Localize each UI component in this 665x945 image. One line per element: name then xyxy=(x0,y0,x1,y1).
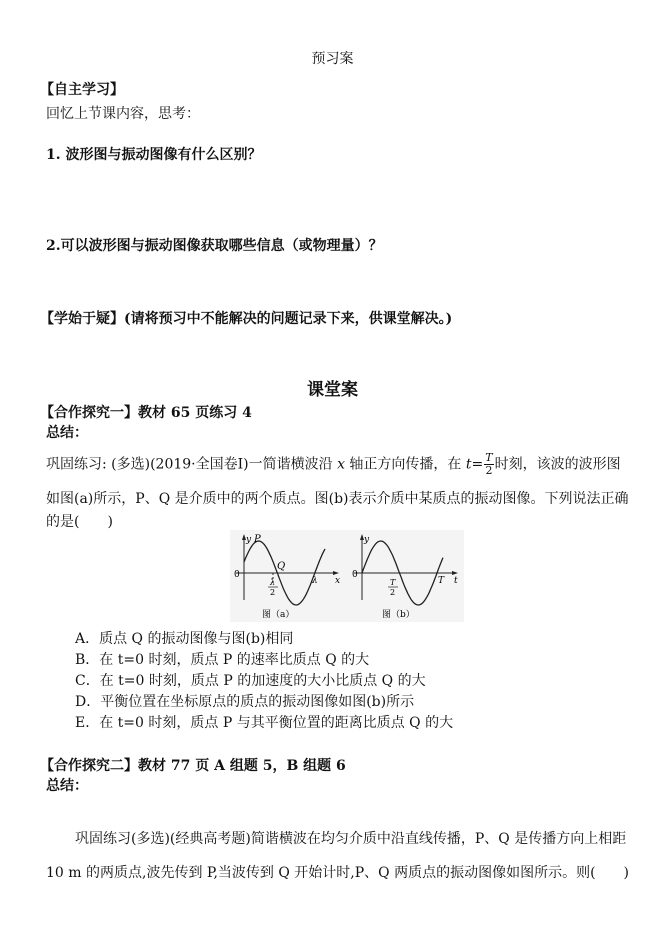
ex1-eq: = xyxy=(471,456,484,473)
fig-a-p-label: P xyxy=(254,534,261,545)
fig-b-t-label: t xyxy=(454,576,458,586)
doubt-section xyxy=(40,308,452,328)
option-b: B．在 t=0 时刻，质点 P 的速率比质点 Q 的大 xyxy=(75,652,370,668)
exercise1-line3: 的是( ) xyxy=(46,514,113,530)
explore1-line xyxy=(40,402,252,422)
summary-2: 总结： xyxy=(46,778,88,794)
question-1: 1. 波形图与振动图像有什么区别？ xyxy=(46,147,262,163)
ex1-fraction xyxy=(484,452,493,477)
preview-title: 预习案 xyxy=(311,51,354,67)
option-e: E．在 t=0 时刻，质点 P 与其平衡位置的距离比质点 Q 的大 xyxy=(75,715,454,731)
explore2-heading: 【合作探究二】 xyxy=(40,758,138,774)
ex1-text-a: 巩固练习: (多选)(2019·全国卷Ⅰ)一简谐横波沿 xyxy=(46,456,338,473)
ex1-t-var: t xyxy=(465,456,472,473)
question-2: 2.可以波形图与振动图像获取哪些信息（或物理量）？ xyxy=(46,238,383,254)
ex1-text-b: 轴正方向传播，在 xyxy=(344,456,466,473)
fig-a-y-label: y xyxy=(246,535,252,545)
doubt-text: (请将预习中不能解决的问题记录下来，供课堂解决。) xyxy=(124,311,453,327)
fig-a-x-label: x xyxy=(335,576,341,586)
explore2-ref: 教材 77 页 A 组题 5，B 组题 6 xyxy=(138,758,346,774)
fig-b-y-label: y xyxy=(364,535,370,545)
wave-figures xyxy=(230,530,464,622)
exercise1-line1 xyxy=(46,452,621,477)
ex1-x-var: x xyxy=(337,456,345,473)
fig-a-half-num: λ xyxy=(270,578,276,587)
fig-b-half-den: 2 xyxy=(390,588,396,597)
explore1-heading: 【合作探究一】 xyxy=(40,405,138,421)
wave-figures-svg xyxy=(230,530,464,622)
exercise2-line1: 巩固练习(多选)(经典高考题)简谐横波在均匀介质中沿直线传播，P、Q 是传播方向上相距 xyxy=(75,831,627,847)
fig-a-caption: 图（a） xyxy=(262,610,295,620)
explore2-line xyxy=(40,755,346,775)
fig-b-caption: 图（b） xyxy=(382,610,415,620)
ex1-text-c: 时刻，该波的波形图 xyxy=(494,456,621,473)
fig-a-q-label: Q xyxy=(277,561,286,572)
classroom-title: 课堂案 xyxy=(307,380,358,400)
fig-a-origin: 0 xyxy=(234,570,240,580)
fig-b-origin: 0 xyxy=(352,570,358,580)
option-c: C．在 t=0 时刻，质点 P 的加速度的大小比质点 Q 的大 xyxy=(75,673,426,689)
explore1-ref: 教材 65 页练习 4 xyxy=(138,405,252,421)
option-a: A．质点 Q 的振动图像与图(b)相同 xyxy=(75,631,294,647)
exercise1-line2: 如图(a)所示，P、Q 是介质中的两个质点。图(b)表示介质中某质点的振动图像。下列说法正确 xyxy=(46,491,629,507)
ex1-frac-den: 2 xyxy=(485,464,493,477)
exercise2-line2: 10 m 的两质点,波先传到 P,当波传到 Q 开始计时,P、Q 两质点的振动图像如图所示。则( ) xyxy=(46,865,630,881)
fig-b-end-label: T xyxy=(438,576,445,586)
recall-prompt: 回忆上节课内容，思考： xyxy=(46,106,200,122)
fig-a-end-label: λ xyxy=(312,576,318,586)
summary-1: 总结： xyxy=(46,425,88,441)
self-study-heading: 【自主学习】 xyxy=(40,82,124,98)
ex1-frac-num: T xyxy=(485,451,493,464)
fig-a-half-den: 2 xyxy=(270,588,276,597)
option-d: D．平衡位置在坐标原点的质点的振动图像如图(b)所示 xyxy=(75,694,415,710)
fig-b-half-num: T xyxy=(390,578,396,587)
doubt-heading: 【学始于疑】 xyxy=(40,311,124,327)
